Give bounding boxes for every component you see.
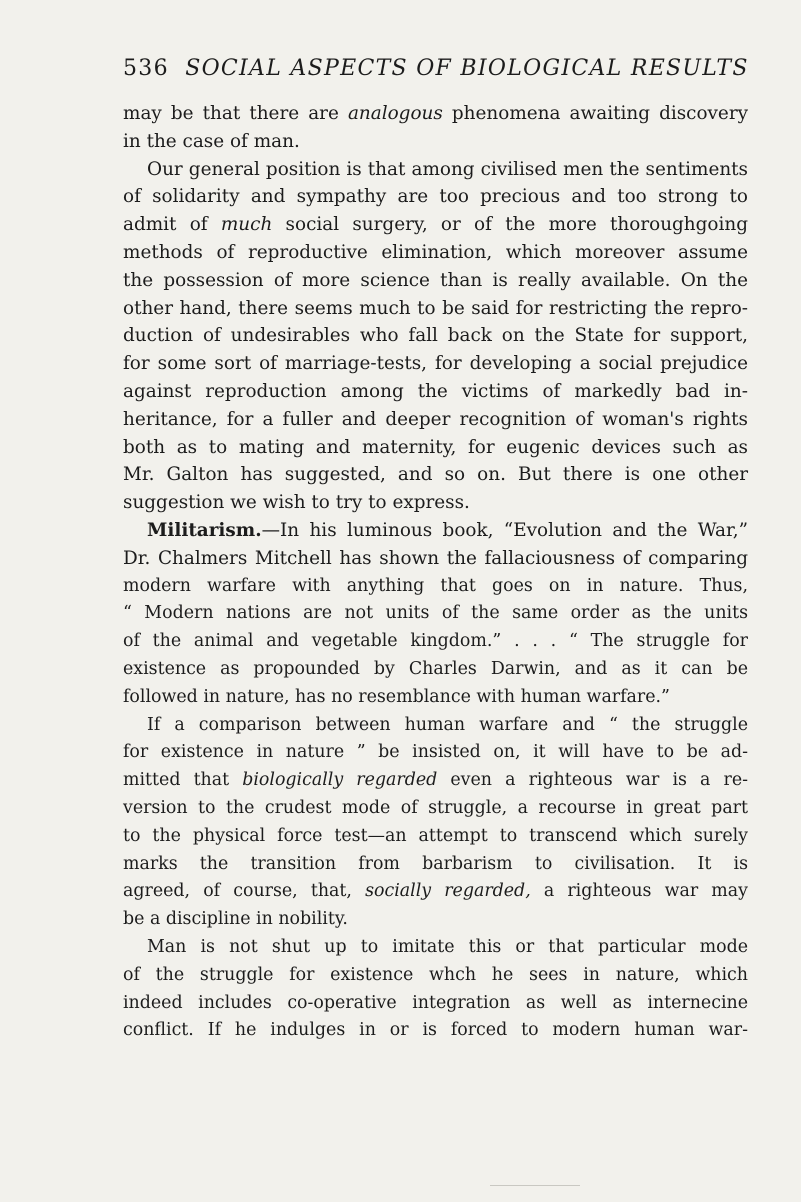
text-line: admit of much social surgery, or of the more thoroughgoing (123, 214, 748, 236)
text-line: for existence in nature ” be insisted on, it will have to be ad- (123, 742, 748, 763)
text-line: Militarism.—In his luminous book, “Evolution and the War,” (147, 519, 748, 541)
text-line: may be that there are analogous phenomena awaiting discovery (123, 103, 749, 124)
text-line: of the struggle for existence whch he sees in nature, which (123, 964, 748, 985)
section-heading-militarism: Militarism. (147, 519, 262, 541)
text-line: modern warfare with anything that goes on in nature. Thus, (123, 575, 748, 596)
text-line: existence as propounded by Charles Darwin, and as it can be (123, 658, 748, 679)
text-line: agreed, of course, that, socially regarded, a righteous war may (123, 881, 748, 902)
text-line: methods of reproductive elimination, which moreover assume (123, 241, 748, 263)
text-line: Mr. Galton has suggested, and so on. But there is one other (123, 464, 748, 486)
text-line: against reproduction among the victims of markedly bad in- (123, 380, 748, 402)
text-line: to the physical force test—an attempt to transcend which surely (123, 825, 748, 846)
text-line: the possession of more science than is really available. On the (123, 269, 748, 291)
text-line: indeed includes co-operative integration as well as internecine (123, 992, 748, 1013)
text-line: Dr. Chalmers Mitchell has shown the fallaciousness of comparing (123, 547, 748, 569)
text-line: of solidarity and sympathy are too precious and too strong to (123, 186, 748, 208)
text-line: If a comparison between human warfare and “ the struggle (147, 714, 748, 735)
text-line: marks the transition from barbarism to civilisation. It is (123, 853, 748, 874)
text-line: duction of undesirables who fall back on the State for support, (123, 325, 748, 347)
running-title: SOCIAL ASPECTS OF BIOLOGICAL RESULTS (185, 56, 749, 81)
text-line: heritance, for a fuller and deeper recognition of woman's rights (123, 408, 748, 430)
text-line: for some sort of marriage-tests, for developing a social prejudice (123, 353, 748, 375)
text-line: version to the crudest mode of struggle, a recourse in great part (123, 797, 748, 818)
running-header (123, 56, 749, 81)
text-line: mitted that biologically regarded even a righteous war is a re- (123, 770, 748, 791)
page-edge-mark (490, 1185, 580, 1186)
body-text (123, 100, 748, 1045)
text-line: of the animal and vegetable kingdom.” . . . “ The struggle for (123, 631, 748, 652)
page-number: 536 (123, 56, 169, 81)
text-line: in the case of man. (123, 130, 300, 152)
text-line: be a discipline in nobility. (123, 909, 348, 930)
text-line: Our general position is that among civilised men the sentiments (147, 158, 748, 180)
text-line: “ Modern nations are not units of the same order as the units (123, 603, 748, 624)
text-line: other hand, there seems much to be said for restricting the repro- (123, 297, 748, 319)
text-line: followed in nature, has no resemblance with human warfare.” (123, 686, 670, 707)
text-line: suggestion we wish to try to express. (123, 492, 470, 514)
text-line: conflict. If he indulges in or is forced to modern human war- (123, 1020, 748, 1041)
text-line: both as to mating and maternity, for eugenic devices such as (123, 436, 748, 458)
text-line: Man is not shut up to imitate this or that particular mode (147, 936, 748, 957)
